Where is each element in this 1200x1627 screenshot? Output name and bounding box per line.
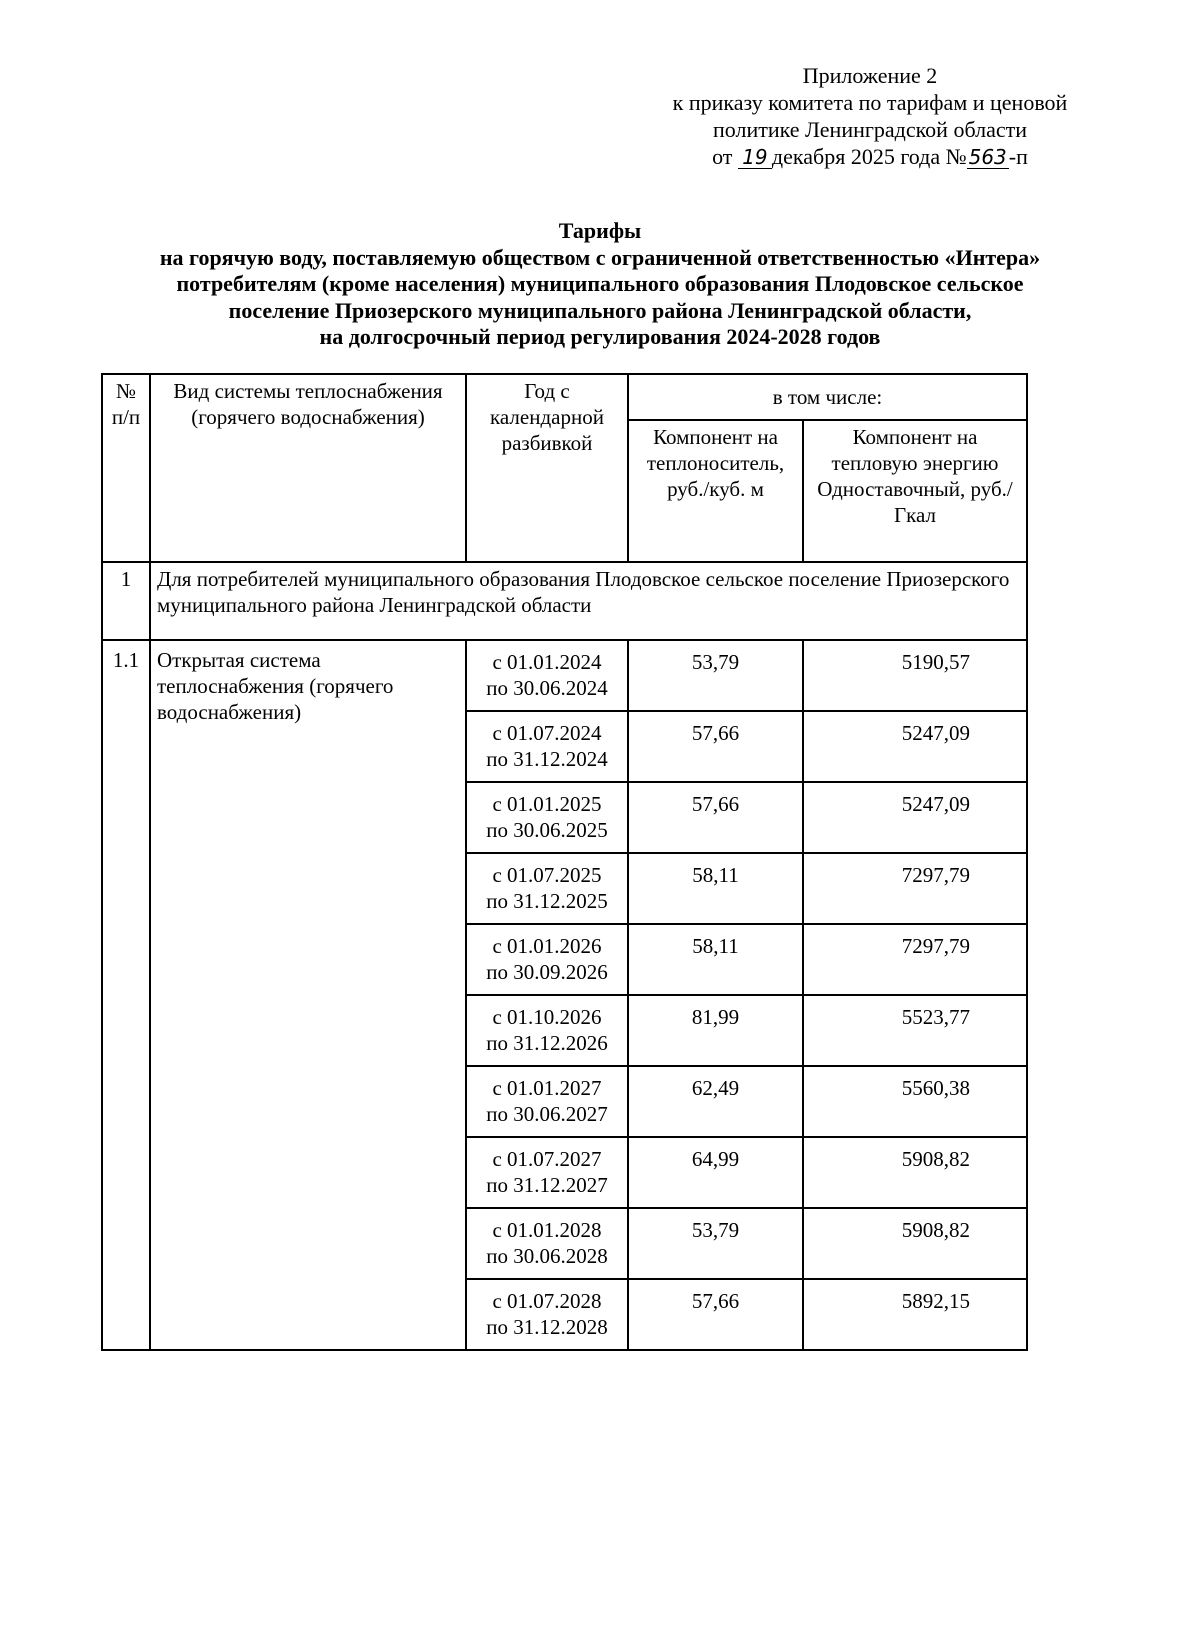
header-year: Год с календарной разбивкой	[466, 374, 628, 562]
energy-value: 5523,77	[803, 995, 1027, 1066]
carrier-value: 57,66	[628, 782, 803, 853]
period-to: по 30.06.2027	[486, 1102, 608, 1126]
period-from: с 01.10.2026	[492, 1005, 602, 1029]
group-system: Открытая система теплоснабжения (горячего водоснабжения)	[150, 640, 466, 1350]
header-system: Вид системы теплоснабжения (горячего водоснабжения)	[150, 374, 466, 562]
period-cell	[466, 1279, 628, 1350]
energy-value: 5247,09	[803, 711, 1027, 782]
period-to: по 31.12.2025	[486, 889, 608, 913]
handwritten-day: 19	[738, 146, 772, 169]
period-cell	[466, 782, 628, 853]
energy-value: 5560,38	[803, 1066, 1027, 1137]
period-to: по 31.12.2024	[486, 747, 608, 771]
period-cell	[466, 1208, 628, 1279]
appendix-line-1: Приложение 2	[802, 63, 938, 88]
period-from: с 01.07.2028	[492, 1289, 602, 1313]
energy-value: 5908,82	[803, 1208, 1027, 1279]
date-middle: декабря 2025 года №	[771, 144, 967, 169]
period-cell	[466, 924, 628, 995]
carrier-value: 58,11	[628, 924, 803, 995]
period-to: по 31.12.2027	[486, 1173, 608, 1197]
appendix-line-3: политике Ленинградской области	[712, 117, 1027, 142]
period-from: с 01.07.2025	[492, 863, 602, 887]
appendix-date-line	[620, 143, 1120, 170]
period-from: с 01.01.2025	[492, 792, 602, 816]
title-line-4: на долгосрочный период регулирования 2024-2028 годов	[319, 324, 881, 349]
period-to: по 30.06.2028	[486, 1244, 608, 1268]
period-cell	[466, 640, 628, 711]
header-row-1	[102, 374, 1027, 420]
energy-value: 5892,15	[803, 1279, 1027, 1350]
period-cell	[466, 711, 628, 782]
energy-value: 5247,09	[803, 782, 1027, 853]
title-line-2: потребителям (кроме населения) муниципального образования Плодовское сельское	[176, 271, 1024, 296]
carrier-value: 64,99	[628, 1137, 803, 1208]
order-suffix: -п	[1008, 144, 1028, 169]
energy-value: 7297,79	[803, 924, 1027, 995]
energy-value: 7297,79	[803, 853, 1027, 924]
period-to: по 31.12.2028	[486, 1315, 608, 1339]
carrier-value: 53,79	[628, 1208, 803, 1279]
carrier-value: 57,66	[628, 711, 803, 782]
appendix-line-2: к приказу комитета по тарифам и ценовой	[672, 90, 1068, 115]
header-including: в том числе:	[628, 374, 1027, 420]
carrier-value: 81,99	[628, 995, 803, 1066]
period-cell	[466, 995, 628, 1066]
period-cell	[466, 1137, 628, 1208]
section-label: Для потребителей муниципального образования Плодовское сельское поселение Приозерского муниципального района Ленинградской области	[150, 562, 1027, 640]
group-num: 1.1	[102, 640, 150, 1350]
appendix-reference	[620, 62, 1120, 170]
period-from: с 01.07.2024	[492, 721, 602, 745]
table-row	[102, 640, 1027, 711]
energy-value: 5190,57	[803, 640, 1027, 711]
period-from: с 01.07.2027	[492, 1147, 602, 1171]
header-carrier: Компонент на теплоноситель, руб./куб. м	[628, 420, 803, 562]
period-cell	[466, 1066, 628, 1137]
carrier-value: 62,49	[628, 1066, 803, 1137]
period-from: с 01.01.2027	[492, 1076, 602, 1100]
period-to: по 30.09.2026	[486, 960, 608, 984]
period-to: по 30.06.2025	[486, 818, 608, 842]
period-from: с 01.01.2028	[492, 1218, 602, 1242]
document-title	[100, 218, 1100, 351]
period-from: с 01.01.2024	[492, 650, 602, 674]
title-line-3: поселение Приозерского муниципального района Ленинградской области,	[228, 297, 972, 323]
carrier-value: 58,11	[628, 853, 803, 924]
energy-value: 5908,82	[803, 1137, 1027, 1208]
title-line-1: на горячую воду, поставляемую обществом с ограниченной ответственностью «Интера»	[159, 244, 1041, 270]
header-num: № п/п	[102, 374, 150, 562]
carrier-value: 57,66	[628, 1279, 803, 1350]
tariff-table	[101, 373, 1028, 1351]
section-row	[102, 562, 1027, 640]
period-to: по 30.06.2024	[486, 676, 608, 700]
title-main: Тарифы	[558, 218, 642, 243]
handwritten-order-number: 563	[968, 145, 1007, 169]
period-from: с 01.01.2026	[492, 934, 602, 958]
period-cell	[466, 853, 628, 924]
section-num: 1	[102, 562, 150, 640]
period-to: по 31.12.2026	[486, 1031, 608, 1055]
date-prefix: от	[712, 144, 733, 169]
carrier-value: 53,79	[628, 640, 803, 711]
header-energy: Компонент на тепловую энергию Одноставочный, руб./Гкал	[803, 420, 1027, 562]
